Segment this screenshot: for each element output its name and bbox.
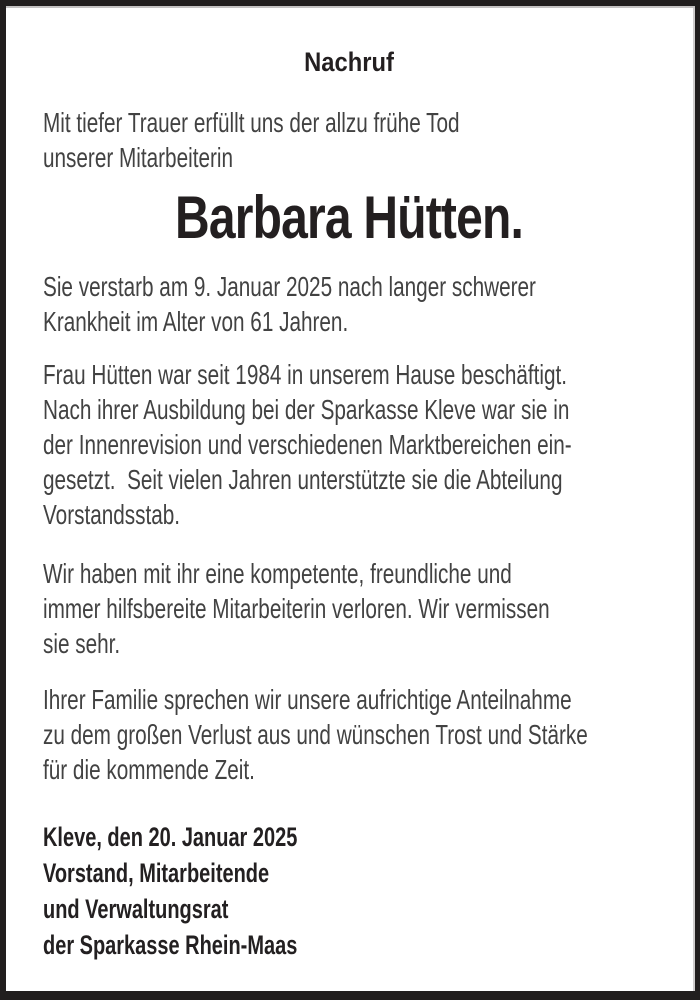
signature-line: Vorstand, Mitarbeitende (43, 858, 270, 888)
notice-content (6, 45, 695, 963)
tribute-line: Wir haben mit ihr eine kompetente, freundliche und (43, 558, 512, 589)
condolence-line: für die kommende Zeit. (43, 754, 255, 785)
notice-title: Nachruf (304, 47, 394, 77)
signature-line-date: Kleve, den 20. Januar 2025 (43, 822, 298, 852)
career-paragraph (43, 357, 572, 532)
tribute-line: sie sehr. (43, 628, 121, 659)
tribute-paragraph (43, 556, 550, 661)
intro-paragraph (43, 105, 496, 175)
signature-block (43, 819, 496, 963)
deceased-name: Barbara Hütten. (174, 184, 524, 251)
career-line: Nach ihrer Ausbildung bei der Sparkasse Kleve war sie in (43, 394, 570, 425)
career-line: Frau Hütten war seit 1984 in unserem Hause beschäftigt. (43, 359, 568, 390)
signature-line-org: der Sparkasse Rhein-Maas (43, 930, 298, 960)
condolence-line: zu dem großen Verlust aus und wünschen Trost und Stärke (43, 719, 588, 750)
death-line: Sie verstarb am 9. Januar 2025 nach langer schwerer (43, 271, 536, 302)
death-paragraph (43, 269, 536, 339)
tribute-line: immer hilfsbereite Mitarbeiterin verloren. Wir vermissen (43, 593, 550, 624)
career-line: gesetzt. Seit vielen Jahren unterstützte sie die Abteilung (43, 464, 563, 495)
career-line: der Innenrevision und verschiedenen Marktbereichen ein- (43, 429, 572, 460)
condolence-paragraph (43, 682, 588, 787)
signature-line: und Verwaltungsrat (43, 894, 229, 924)
intro-line: unserer Mitarbeiterin (43, 142, 234, 173)
condolence-line: Ihrer Familie sprechen wir unsere aufrichtige Anteilnahme (43, 684, 572, 715)
death-line: Krankheit im Alter von 61 Jahren. (43, 306, 349, 337)
career-line: Vorstandsstab. (43, 499, 181, 530)
intro-line: Mit tiefer Trauer erfüllt uns der allzu frühe Tod (43, 107, 460, 138)
